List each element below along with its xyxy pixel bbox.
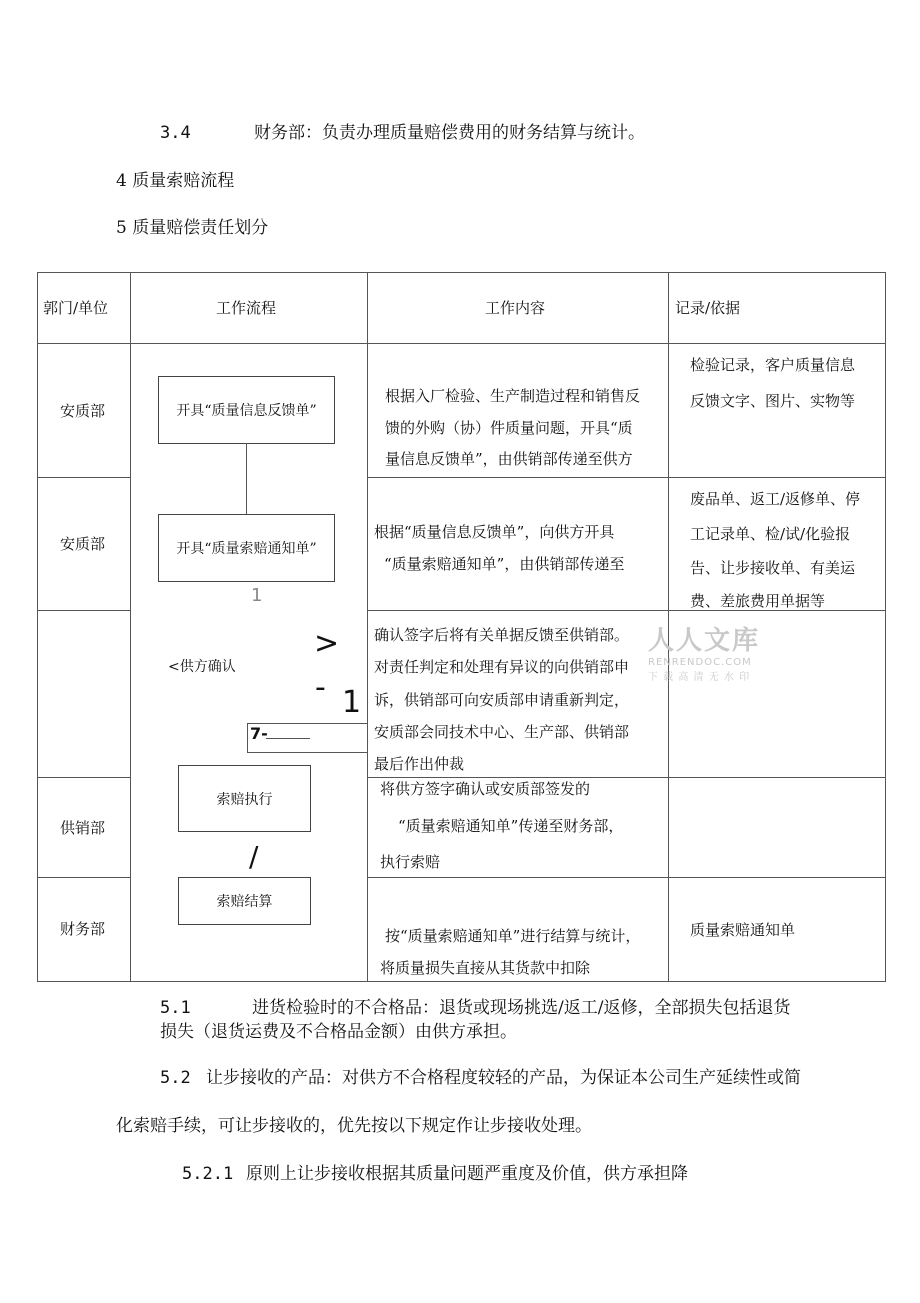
header-workflow: 工作流程 bbox=[216, 299, 277, 317]
section-3-4-number: 3.4 bbox=[160, 123, 191, 143]
header-work-content: 工作内容 bbox=[485, 299, 546, 317]
flow-fragment-line bbox=[266, 738, 310, 739]
flow-mark-one-small: 1 bbox=[251, 585, 263, 606]
content-line: 根据入厂检验、生产制造过程和销售反 bbox=[385, 387, 641, 405]
content-line: 安质部会同技术中心、生产部、供销部 bbox=[374, 723, 630, 741]
content-line: 诉，供销部可向安质部申请重新判定， bbox=[374, 691, 630, 709]
table-col-line bbox=[367, 272, 368, 982]
heading-4: 4 质量索赔流程 bbox=[116, 171, 235, 191]
watermark-url: RENRENDOC.COM bbox=[648, 657, 752, 668]
watermark-slogan: 下 载 高 清 无 水 印 bbox=[648, 672, 751, 683]
table-row-line bbox=[37, 777, 130, 778]
table-row-line bbox=[367, 477, 886, 478]
content-line: 将供方签字确认或安质部签发的 bbox=[380, 780, 591, 798]
flow-fragment-line bbox=[247, 752, 367, 753]
record-line: 告、让步接收单、有美运 bbox=[690, 559, 856, 577]
table-col-line bbox=[130, 272, 131, 982]
flow-connector bbox=[246, 443, 247, 514]
table-row-line bbox=[367, 877, 886, 878]
content-line: 执行索赔 bbox=[380, 853, 441, 871]
record-line: 反馈文字、图片、实物等 bbox=[690, 392, 856, 410]
flow-fragment-line bbox=[247, 723, 248, 753]
dept-cell: 安质部 bbox=[60, 535, 106, 553]
flow-mark-seven: 7- bbox=[250, 724, 268, 743]
content-line: 最后作出仲裁 bbox=[374, 755, 465, 773]
flow-mark-gt: > bbox=[314, 626, 340, 661]
dept-cell: 安质部 bbox=[60, 402, 106, 420]
content-line: 确认签字后将有关单据反馈至供销部。 bbox=[374, 626, 630, 644]
watermark bbox=[648, 620, 760, 683]
flow-mark-slash: / bbox=[249, 840, 259, 873]
flow-mark-dash: - bbox=[315, 670, 326, 705]
header-department: 郭门/单位 bbox=[43, 299, 109, 317]
header-record: 记录/依据 bbox=[675, 299, 741, 317]
table-row-line bbox=[37, 343, 886, 344]
section-5-2-line1: 让步接收的产品：对供方不合格程度较轻的产品，为保证本公司生产延续性或简 bbox=[206, 1068, 801, 1088]
flow-box-feedback-sheet: 开具“质量信息反馈单” bbox=[158, 376, 335, 444]
record-line: 质量索赔通知单 bbox=[690, 921, 796, 939]
flow-box-claim-settlement: 索赔结算 bbox=[178, 877, 311, 925]
content-line: 将质量损失直接从其货款中扣除 bbox=[380, 959, 591, 977]
content-line: “质量索赔通知单”，由供销部传递至 bbox=[384, 555, 625, 573]
table-border-left bbox=[37, 272, 38, 982]
flow-box-claim-execution: 索赔执行 bbox=[178, 765, 311, 832]
flow-box-claim-notice: 开具“质量索赔通知单” bbox=[158, 514, 335, 582]
record-line: 工记录单、检/试/化验报 bbox=[690, 525, 851, 543]
heading-5: 5 质量赔偿责任划分 bbox=[116, 218, 269, 238]
record-line: 费、差旅费用单据等 bbox=[690, 592, 826, 610]
table-row-line bbox=[37, 877, 130, 878]
record-line: 废品单、返工/返修单、停 bbox=[690, 490, 861, 508]
table-row-line bbox=[37, 610, 130, 611]
section-5-2-1-number: 5.2.1 bbox=[182, 1164, 234, 1184]
content-line: “质量索赔通知单”传递至财务部， bbox=[398, 817, 624, 835]
section-5-1-line2: 损失（退货运费及不合格品金额）由供方承担。 bbox=[160, 1022, 517, 1042]
table-border-top bbox=[37, 272, 886, 273]
dept-cell: 供销部 bbox=[60, 819, 106, 837]
content-line: 量信息反馈单”，由供销部传递至供方 bbox=[385, 450, 633, 468]
content-line: 馈的外购（协）件质量问题，开具“质 bbox=[385, 419, 633, 437]
content-line: 对责任判定和处理有异议的向供销部申 bbox=[374, 658, 630, 676]
table-border-right bbox=[885, 272, 886, 982]
section-3-4-text: 财务部：负责办理质量赔偿费用的财务结算与统计。 bbox=[254, 123, 645, 143]
section-5-1-number: 5.1 bbox=[160, 998, 191, 1018]
section-5-2-line2: 化索赔手续，可让步接收的，优先按以下规定作让步接收处理。 bbox=[116, 1116, 592, 1136]
dept-cell: 财务部 bbox=[60, 920, 106, 938]
section-5-2-number: 5.2 bbox=[160, 1068, 191, 1088]
section-5-1-line1: 进货检验时的不合格品：退货或现场挑选/返工/返修，全部损失包括退货 bbox=[252, 998, 791, 1018]
watermark-title: 人人文库 bbox=[648, 626, 761, 656]
section-5-2-1-text: 原则上让步接收根据其质量问题严重度及价值，供方承担降 bbox=[246, 1164, 688, 1184]
table-row-line bbox=[37, 477, 130, 478]
content-line: 按“质量索赔通知单”进行结算与统计， bbox=[385, 927, 641, 945]
flow-mark-one-big: 1 bbox=[342, 685, 362, 720]
record-line: 检验记录，客户质量信息 bbox=[690, 356, 856, 374]
content-line: 根据“质量信息反馈单”，向供方开具 bbox=[374, 523, 615, 541]
flow-supplier-confirm: <供方确认 bbox=[168, 659, 236, 675]
